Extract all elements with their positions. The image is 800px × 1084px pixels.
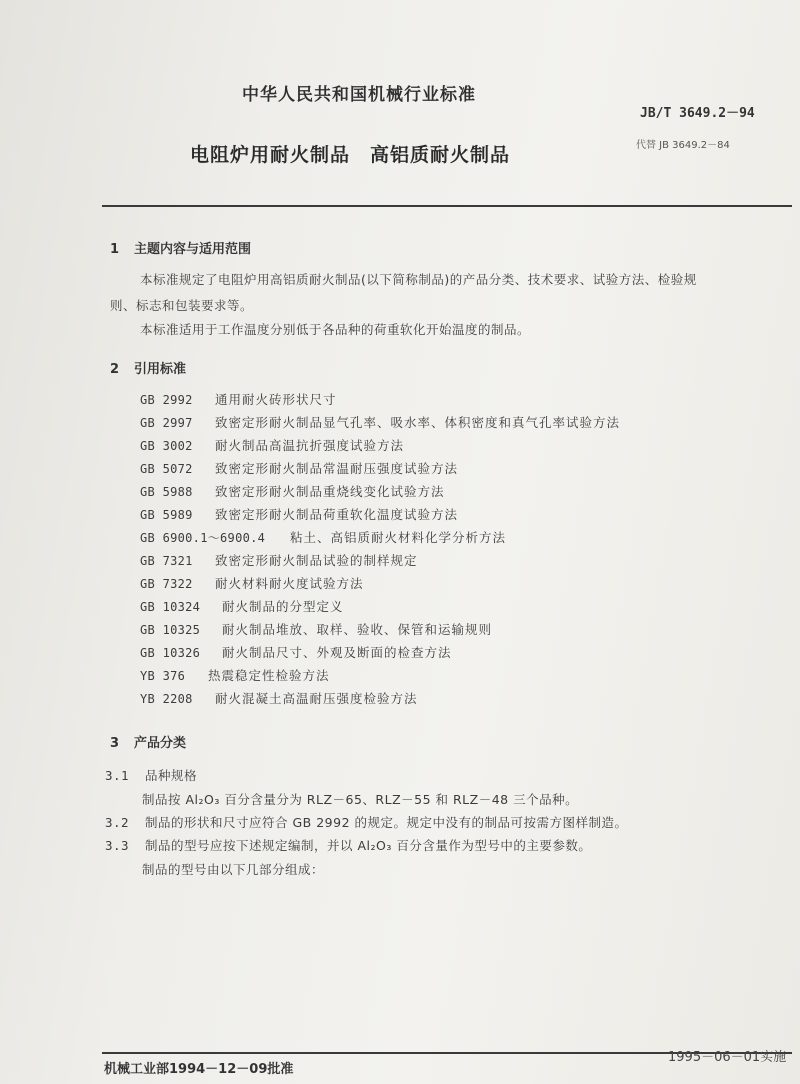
reference-item: YB 2208 耐火混凝土高温耐压强度检验方法 — [140, 691, 418, 706]
section-number: 3 — [110, 736, 120, 751]
reference-item: GB 5072 致密定形耐火制品常温耐压强度试验方法 — [140, 461, 459, 476]
reference-item: GB 7322 耐火材料耐火度试验方法 — [140, 576, 364, 591]
section-number: 2 — [110, 362, 120, 377]
replaces-note: 代替 JB 3649.2－84 — [636, 140, 730, 151]
section-number: 1 — [110, 242, 120, 257]
subsection-3-1-text: 制品按 Al₂O₃ 百分含量分为 RLZ－65、RLZ－55 和 RLZ－48 三个品种。 — [142, 792, 579, 807]
reference-item: GB 10325 耐火制品堆放、取样、验收、保管和运输规则 — [140, 622, 493, 637]
header-divider — [102, 205, 792, 207]
subsection-3-3-text-2: 制品的型号由以下几部分组成： — [142, 862, 325, 877]
section-1-heading — [110, 238, 251, 257]
reference-item: GB 2992 通用耐火砖形状尺寸 — [140, 392, 337, 407]
standard-title: 电阻炉用耐火制品 高铝质耐火制品 — [190, 144, 511, 166]
implementation-date: 1995－06－01实施 — [668, 1050, 787, 1065]
reference-item: GB 7321 致密定形耐火制品试验的制样规定 — [140, 553, 418, 568]
reference-item: GB 2997 致密定形耐火制品显气孔率、吸水率、体积密度和真气孔率试验方法 — [140, 415, 621, 430]
standard-code: JB/T 3649.2－94 — [640, 106, 755, 121]
section-title: 引用标准 — [134, 362, 187, 377]
approval-date: 机械工业部1994－12－09批准 — [104, 1062, 294, 1077]
section-title: 主题内容与适用范围 — [134, 242, 252, 257]
subsection-3-2: 3.2 制品的形状和尺寸应符合 GB 2992 的规定。规定中没有的制品可按需方图样制造。 — [105, 815, 628, 830]
issuing-organization: 中华人民共和国机械行业标准 — [242, 85, 476, 105]
reference-item: YB 376 热震稳定性检验方法 — [140, 668, 330, 683]
reference-item: GB 3002 耐火制品高温抗折强度试验方法 — [140, 438, 405, 453]
section-1-paragraph-1b: 则、标志和包装要求等。 — [110, 298, 254, 313]
subsection-3-3: 3.3 制品的型号应按下述规定编制，并以 Al₂O₃ 百分含量作为型号中的主要参数。 — [105, 838, 592, 853]
section-1-paragraph-2: 本标准适用于工作温度分别低于各品种的荷重软化开始温度的制品。 — [140, 322, 531, 337]
reference-item: GB 10326 耐火制品尺寸、外观及断面的检查方法 — [140, 645, 452, 660]
subsection-3-1: 3.1 品种规格 — [105, 768, 198, 783]
reference-item: GB 6900.1～6900.4 粘土、高铝质耐火材料化学分析方法 — [140, 530, 507, 545]
reference-item: GB 5989 致密定形耐火制品荷重软化温度试验方法 — [140, 507, 459, 522]
reference-item: GB 10324 耐火制品的分型定义 — [140, 599, 344, 614]
section-2-heading — [110, 358, 186, 377]
section-1-paragraph-1a: 本标准规定了电阻炉用高铝质耐火制品(以下简称制品)的产品分类、技术要求、试验方法、检验规 — [140, 272, 697, 287]
section-title: 产品分类 — [134, 736, 187, 751]
section-3-heading — [110, 732, 186, 751]
reference-item: GB 5988 致密定形耐火制品重烧线变化试验方法 — [140, 484, 445, 499]
